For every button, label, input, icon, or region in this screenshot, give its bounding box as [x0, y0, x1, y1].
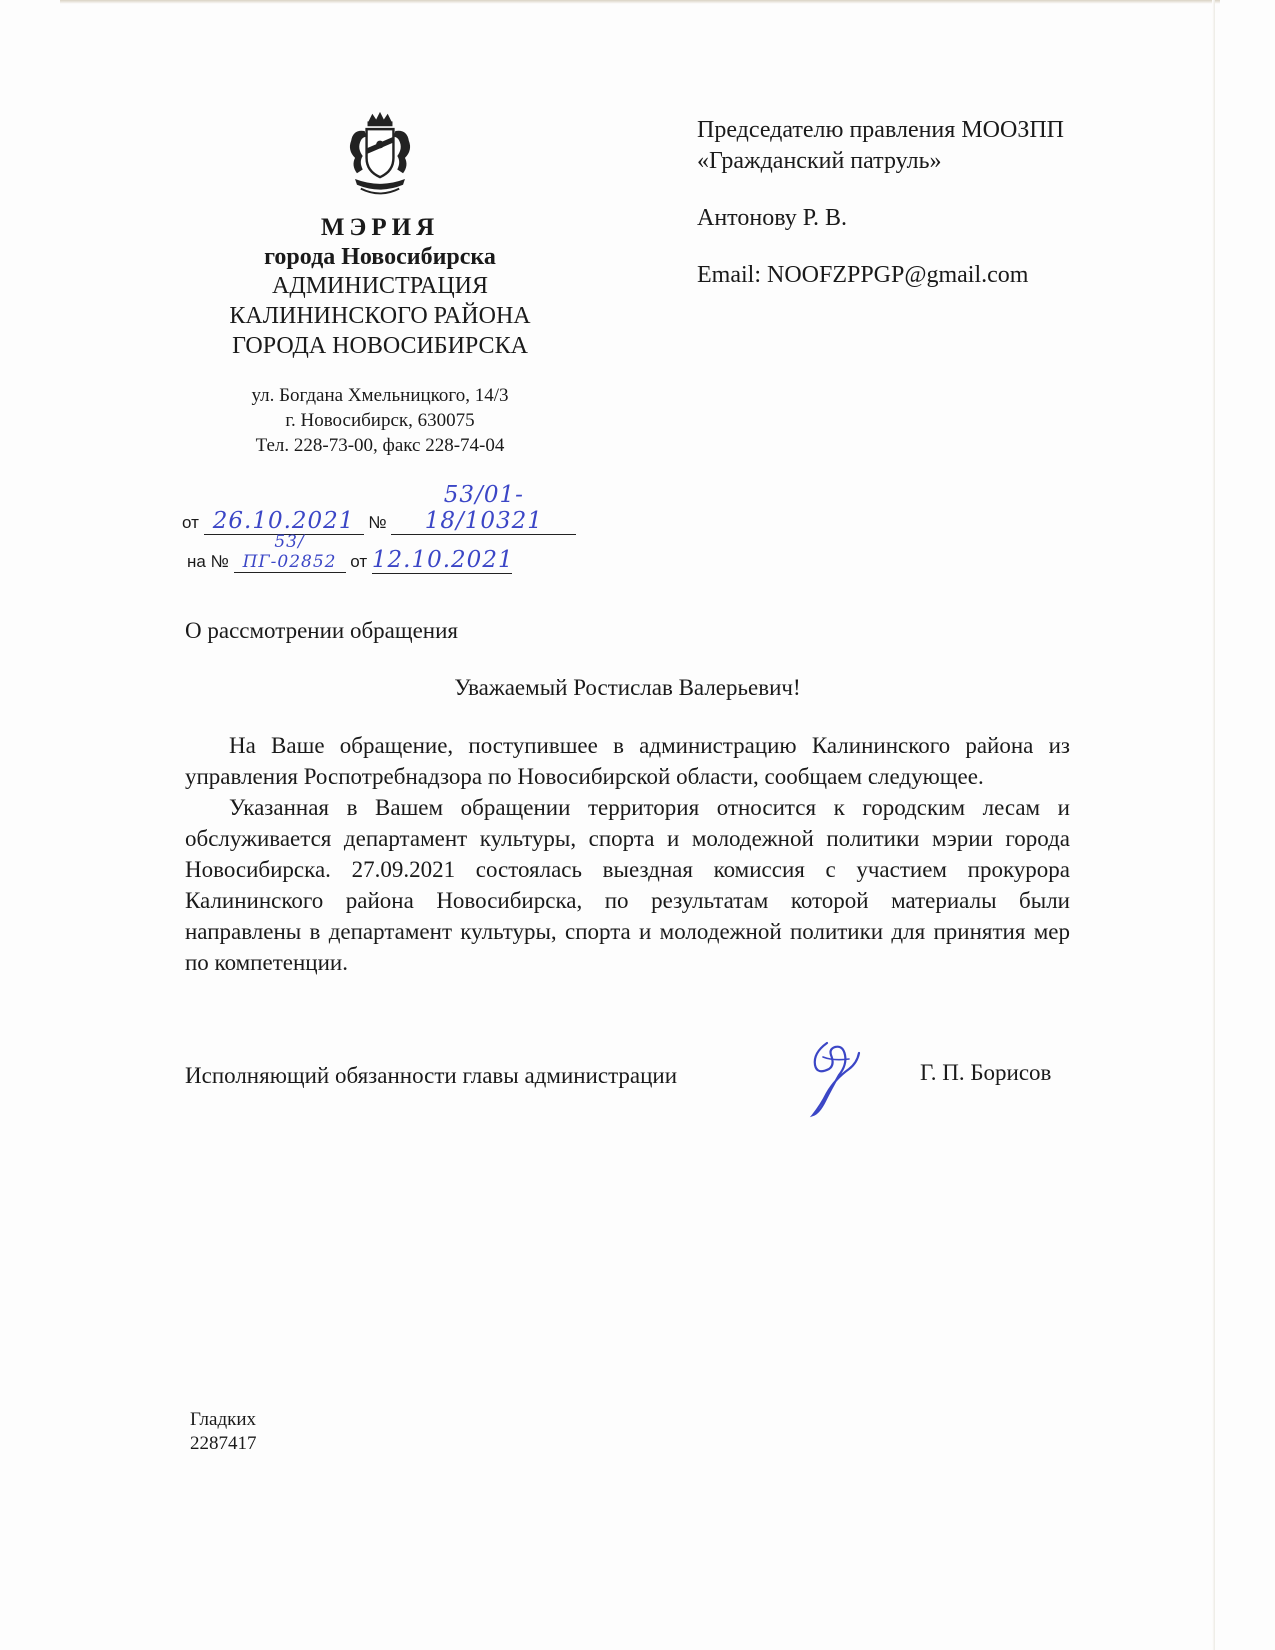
executor-name: Гладких [190, 1409, 257, 1430]
recipient-position: Председателю правления МООЗПП [697, 117, 1065, 143]
org-name-city: города Новосибирска [264, 244, 496, 270]
sender-header [185, 108, 575, 458]
recipient-organization: «Гражданский патруль» [697, 148, 942, 174]
letter-subject: О рассмотрении обращения [185, 618, 458, 643]
signatory-name: Г. П. Борисов [920, 1060, 1052, 1085]
reply-date: 12.10.2021 [371, 547, 514, 573]
reply-to-label: на № [187, 552, 229, 571]
handwritten-signature [805, 1035, 865, 1120]
body-paragraph: Указанная в Вашем обращении территория относится к городским лесам и обслуживается департамент культуры, спорта и молодежной политики мэрии города Новосибирска. 27.09.2021 состоялась выездная комиссия с участием прокурора Калининского района Новосибирска, по результатам которой материалы были направлены в департамент культуры, спорта и молодежной политики для принятия мер по компетенции. [185, 795, 1070, 975]
reply-to-number: 53/ПГ-02852 [234, 532, 346, 573]
address-city: г. Новосибирск, 630075 [285, 410, 475, 431]
address-street: ул. Богдана Хмельницкого, 14/3 [251, 385, 509, 406]
org-name-administration: АДМИНИСТРАЦИЯ [272, 273, 488, 299]
registration-date: 26.10.2021 [204, 508, 364, 535]
body-paragraph: На Ваше обращение, поступившее в администрацию Калининского района из управления Роспотребнадзора по Новосибирской области, сообщаем следующее. [185, 733, 1070, 789]
registration-number: 53/01-18/10321 [391, 482, 576, 535]
letter-salutation: Уважаемый Ростислав Валерьевич! [454, 675, 801, 700]
org-name-district: КАЛИНИНСКОГО РАЙОНА [229, 303, 531, 329]
executor-block [190, 1408, 257, 1456]
recipient-email: Email: NOOFZPPGP@gmail.com [697, 262, 1029, 288]
recipient-block [697, 115, 1177, 291]
scan-edge-right [1212, 0, 1215, 1650]
incoming-reference [187, 532, 512, 574]
recipient-name: Антонову Р. В. [697, 205, 848, 231]
executor-phone: 2287417 [190, 1433, 257, 1454]
org-name-mayoralty: МЭРИЯ [320, 214, 440, 241]
from-label: от [182, 513, 199, 532]
signatory-title: Исполняющий обязанности главы администрации [185, 1063, 678, 1088]
org-name-city-caps: ГОРОДА НОВОСИБИРСКА [232, 333, 528, 359]
scan-edge-top [60, 0, 1220, 4]
sender-address [185, 383, 575, 458]
number-label: № [368, 513, 387, 532]
outgoing-registration [182, 482, 576, 535]
coat-of-arms-icon [332, 108, 428, 204]
letter-body [185, 730, 1070, 978]
reply-from-label: от [350, 552, 368, 571]
address-phone: Тел. 228-73-00, факс 228-74-04 [255, 435, 505, 456]
